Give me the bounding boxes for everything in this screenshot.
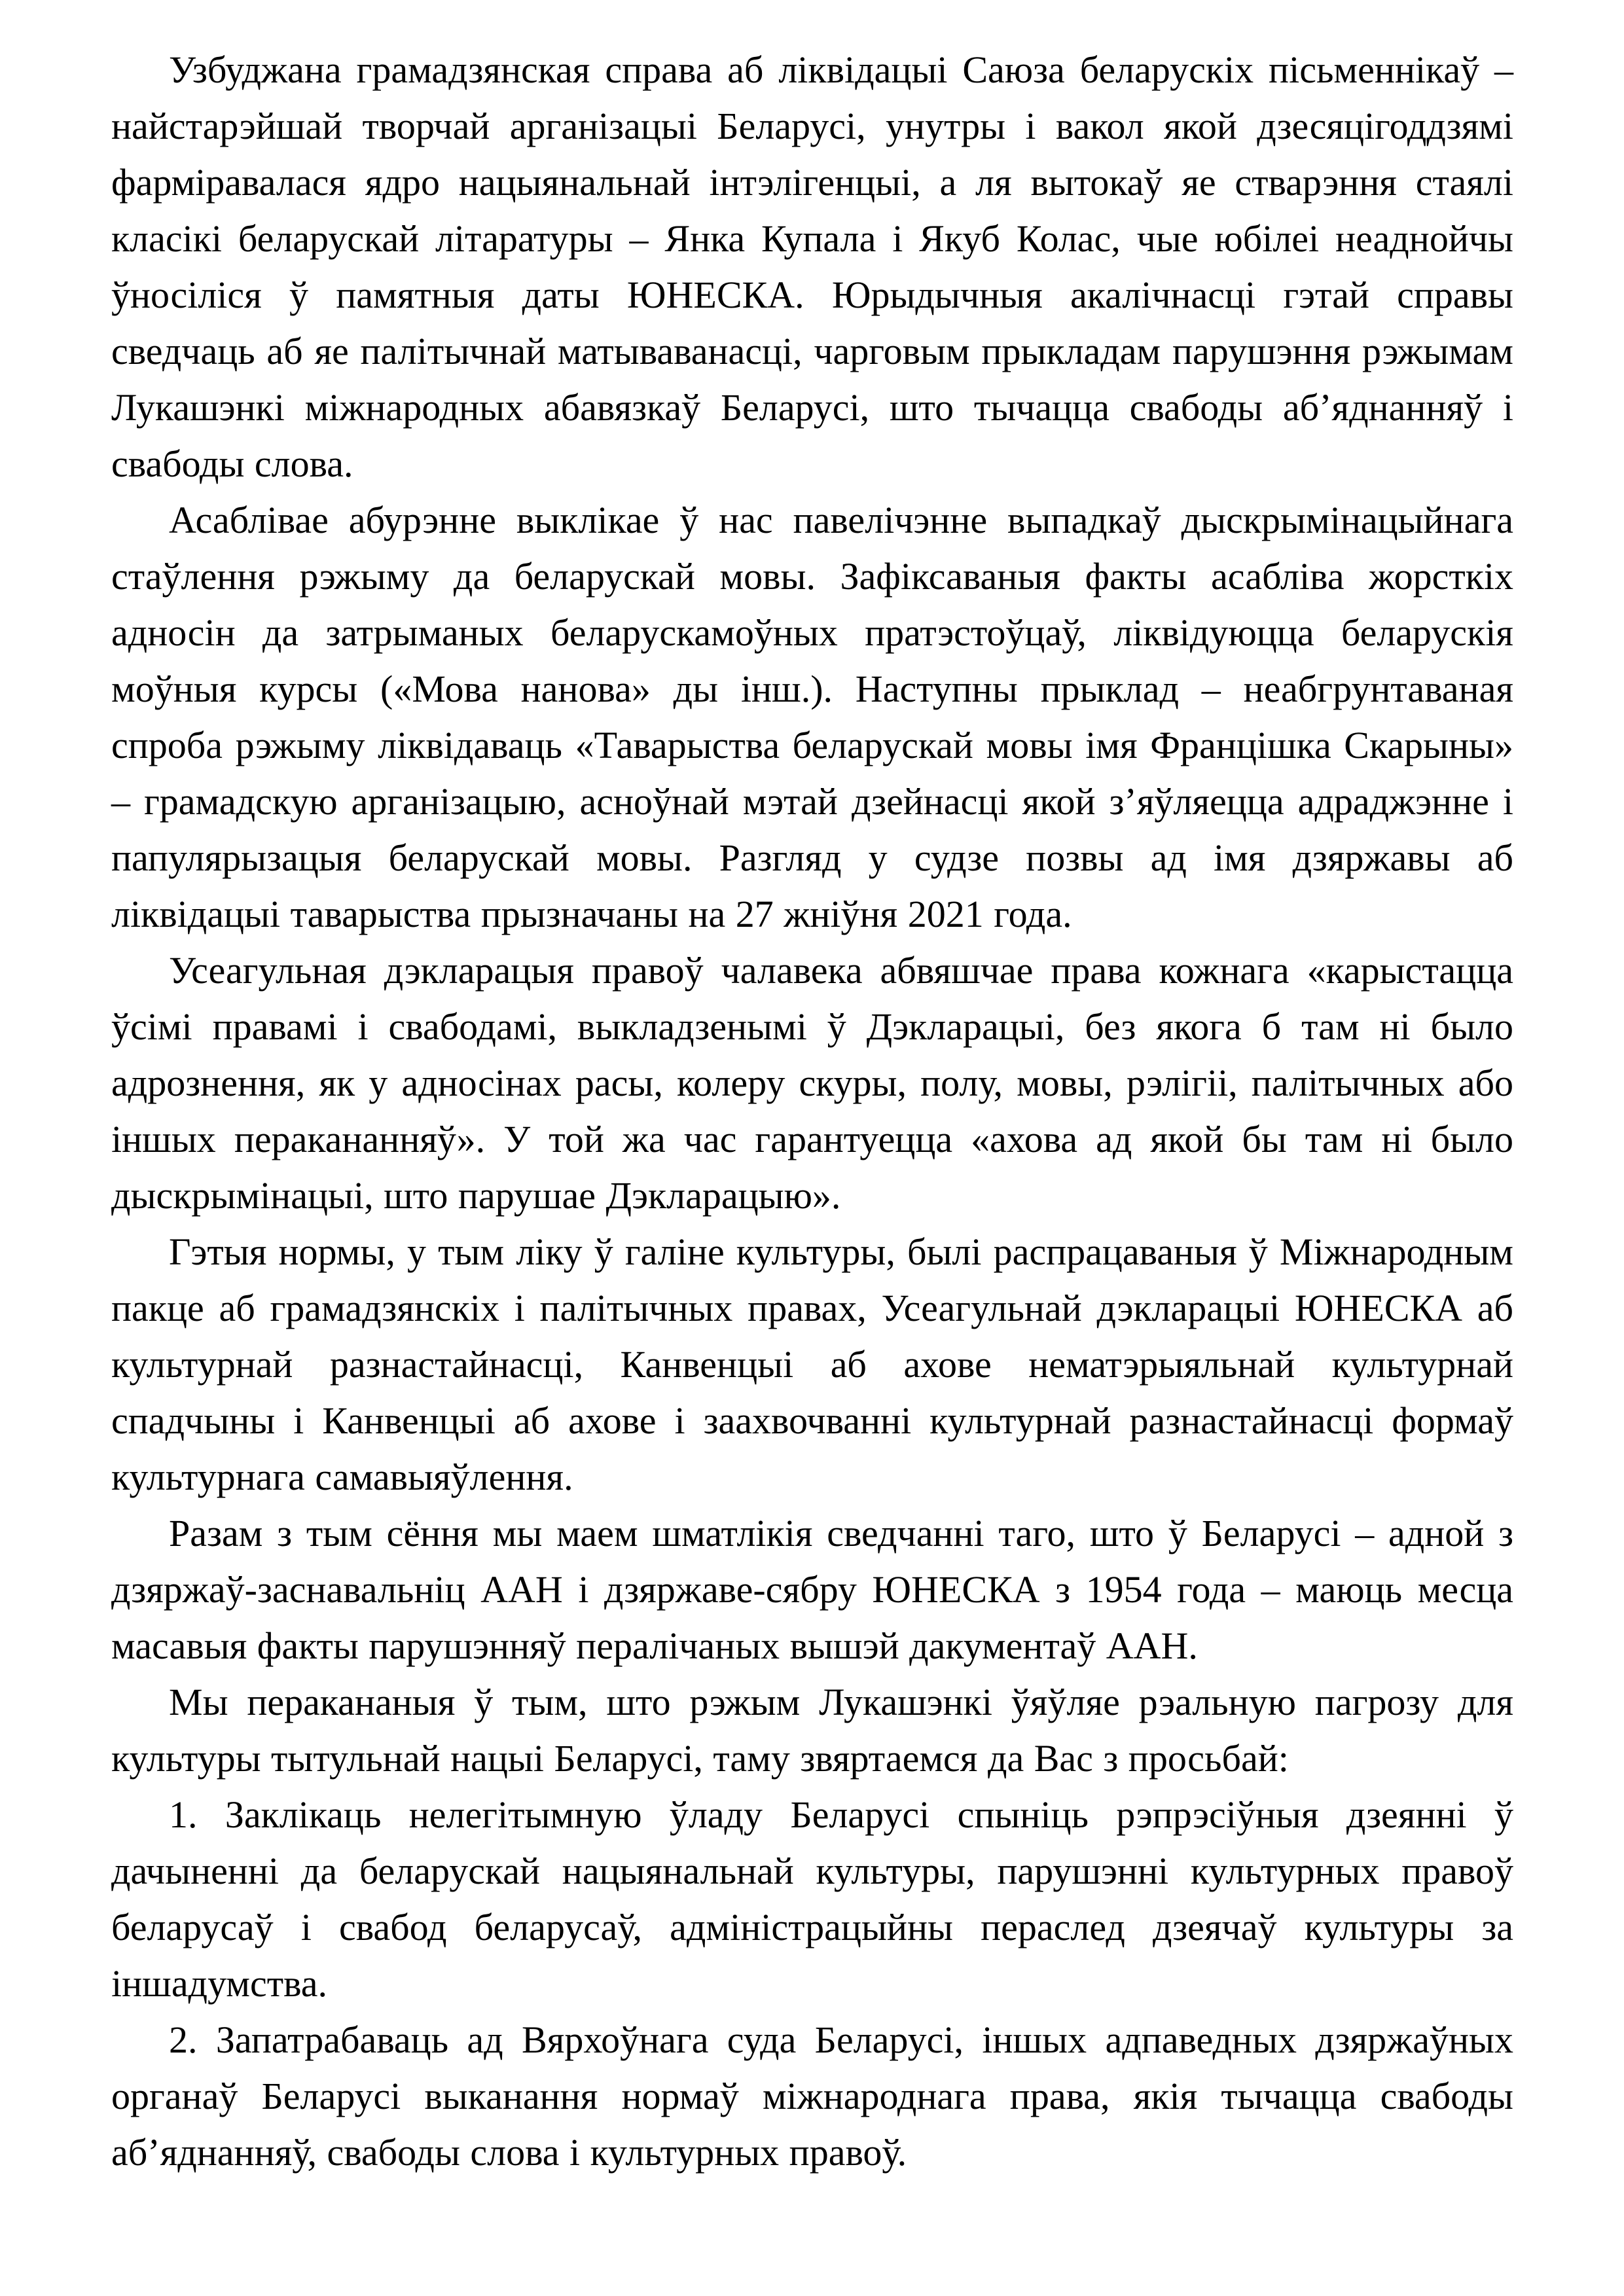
document-page [111,42,1513,2181]
paragraph-universal-declaration: Усеагульная дэкларацыя правоў чалавека абвяшчае права кожнага «карыстацца ўсімі правамі і свабодамі, выкладзенымі ў Дэкларацыі, без якога б там ні было адрознення, як у адносінах расы, колеру скуры, полу, мовы, рэлігіі, палітычных або іншых перакананняў». У той жа час гарантуецца «ахова ад якой бы там ні было дыскрымінацыі, што парушае Дэкларацыю». [111,949,1513,1217]
paragraph-language-discrimination: Асаблівае абурэнне выклікае ў нас павелічэнне выпадкаў дыскрымінацыйнага стаўлення рэжыму да беларускай мовы. Зафіксаваныя факты асабліва жорсткіх адносін да затрыманых беларускамоўных пратэстоўцаў, ліквідуюцца беларускія моўныя курсы («Мова нанова» ды інш.). Наступны прыклад – неабгрунтаваная спроба рэжыму ліквідаваць «Таварыства беларускай мовы імя Францішка Скарыны» – грамадскую арганізацыю, асноўнай мэтай дзейнасці якой з’яўляецца адраджэнне і папулярызацыя беларускай мовы. Разгляд у судзе позвы ад імя дзяржавы аб ліквідацыі таварыства прызначаны на 27 жніўня 2021 года. [111,499,1513,935]
paragraph-request-2: 2. Запатрабаваць ад Вярхоўнага суда Беларусі, іншых адпаведных дзяржаўных органаў Беларусі выканання нормаў міжнароднага права, якія тычацца свабоды аб’яднанняў, свабоды слова і культурных правоў. [111,2018,1513,2174]
paragraph-lawsuit-writers-union: Узбуджана грамадзянская справа аб ліквідацыі Саюза беларускіх пісьменнікаў – найстарэйшай творчай арганізацыі Беларусі, унутры і вакол якой дзесяцігоддзямі фарміравалася ядро нацыянальнай інтэлігенцыі, а ля вытокаў яе стварэння стаялі класікі беларускай літаратуры – Янка Купала і Якуб Колас, чые юбілеі неаднойчы ўносіліся ў памятныя даты ЮНЕСКА. Юрыдычныя акалічнасці гэтай справы сведчаць аб яе палітычнай матываванасці, чарговым прыкладам парушэння рэжымам Лукашэнкі міжнародных абавязкаў Беларусі, што тычацца свабоды аб’яднанняў і свабоды слова. [111,48,1513,485]
paragraph-un-violations: Разам з тым сёння мы маем шматлікія сведчанні таго, што ў Беларусі – адной з дзяржаў-заснавальніц ААН і дзяржаве-сябру ЮНЕСКА з 1954 года – маюць месца масавыя факты парушэнняў пералічаных вышэй дакументаў ААН. [111,1512,1513,1667]
paragraph-appeal-intro: Мы перакананыя ў тым, што рэжым Лукашэнкі ўяўляе рэальную пагрозу для культуры тытульнай нацыі Беларусі, таму звяртаемся да Вас з просьбай: [111,1681,1513,1780]
paragraph-international-norms: Гэтыя нормы, у тым ліку ў галіне культуры, былі распрацаваныя ў Міжнародным пакце аб грамадзянскіх і палітычных правах, Усеагульнай дэкларацыі ЮНЕСКА аб культурнай разнастайнасці, Канвенцыі аб ахове нематэрыяльнай культурнай спадчыны і Канвенцыі аб ахове і заахвочванні культурнай разнастайнасці формаў культурнага самавыяўлення. [111,1230,1513,1498]
paragraph-request-1: 1. Заклікаць нелегітымную ўладу Беларусі спыніць рэпрэсіўныя дзеянні ў дачыненні да беларускай нацыянальнай культуры, парушэнні культурных правоў беларусаў і свабод беларусаў, адміністрацыйны пераслед дзеячаў культуры за іншадумства. [111,1793,1513,2005]
